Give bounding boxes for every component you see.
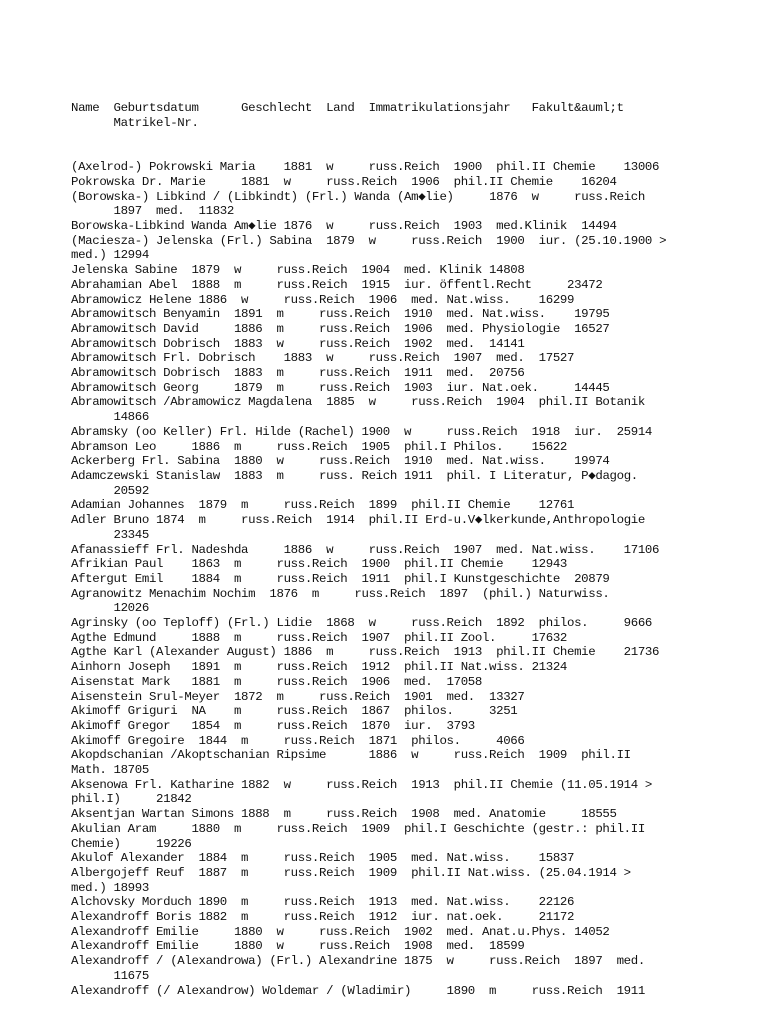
record-entry <box>71 925 761 940</box>
record-entry <box>71 616 761 631</box>
record-entry <box>71 631 761 646</box>
record-line: Akimoff Gregor 1854 m russ.Reich 1870 iur. 3793 <box>71 718 475 733</box>
record-line: Ackerberg Frl. Sabina 1880 w russ.Reich 1910 med. Nat.wiss. 19974 <box>71 454 610 469</box>
record-line: Aksenowa Frl. Katharine 1882 w russ.Reich 1913 phil.II Chemie (11.05.1914 > <box>71 777 653 792</box>
record-line: Agthe Edmund 1888 m russ.Reich 1907 phil.II Zool. 17632 <box>71 630 567 645</box>
record-line: (Maciesza-) Jelenska (Frl.) Sabina 1879 w russ.Reich 1900 iur. (25.10.1900 > <box>71 233 667 248</box>
record-continuation: med.) 18993 <box>71 880 149 895</box>
record-line: Jelenska Sabine 1879 w russ.Reich 1904 med. Klinik 14808 <box>71 263 525 278</box>
header-line: Name Geburtsdatum Geschlecht Land Immatrikulationsjahr Fakult&auml;t <box>71 101 624 116</box>
record-entry <box>71 778 761 807</box>
record-entry <box>71 307 761 322</box>
record-entry <box>71 454 761 469</box>
record-line: Ainhorn Joseph 1891 m russ.Reich 1912 phil.II Nat.wiss. 21324 <box>71 660 567 675</box>
record-entry <box>71 734 761 749</box>
record-line: Borowska-Libkind Wanda Am◆lie 1876 w russ.Reich 1903 med.Klinik 14494 <box>71 219 617 234</box>
record-entry <box>71 984 761 999</box>
record-entry <box>71 719 761 734</box>
record-line: Abramson Leo 1886 m russ.Reich 1905 phil.I Philos. 15622 <box>71 439 567 454</box>
record-line: Abrahamian Abel 1888 m russ.Reich 1915 iur. öffentl.Recht 23472 <box>71 277 603 292</box>
record-entry <box>71 278 761 293</box>
record-line: Pokrowska Dr. Marie 1881 w russ.Reich 1906 phil.II Chemie 16204 <box>71 174 617 189</box>
record-entry <box>71 175 761 190</box>
record-entry <box>71 498 761 513</box>
record-continuation: 14866 <box>71 410 149 425</box>
record-line: Alexandroff Emilie 1880 w russ.Reich 1908 med. 18599 <box>71 939 525 954</box>
record-entry <box>71 822 761 851</box>
record-continuation: med.) 12994 <box>71 248 149 263</box>
record-line: Akimoff Gregoire 1844 m russ.Reich 1871 philos. 4066 <box>71 733 525 748</box>
record-line: Adamczewski Stanislaw 1883 m russ. Reich 1911 phil. I Literatur, P◆dagog. <box>71 468 638 483</box>
record-continuation: 12026 <box>71 601 149 616</box>
record-line: (Axelrod-) Pokrowski Maria 1881 w russ.Reich 1900 phil.II Chemie 13006 <box>71 160 660 175</box>
record-entry <box>71 660 761 675</box>
record-continuation: phil.I) 21842 <box>71 792 192 807</box>
record-line: Albergojeff Reuf 1887 m russ.Reich 1909 phil.II Nat.wiss. (25.04.1914 > <box>71 865 631 880</box>
record-line: Alexandroff (/ Alexandrow) Woldemar / (Wladimir) 1890 m russ.Reich 1911 <box>71 983 645 998</box>
record-entry <box>71 557 761 572</box>
column-header <box>71 101 761 130</box>
record-entry <box>71 895 761 910</box>
record-line: Alchovsky Morduch 1890 m russ.Reich 1913 med. Nat.wiss. 22126 <box>71 895 575 910</box>
record-entry <box>71 263 761 278</box>
record-entry <box>71 337 761 352</box>
record-entry <box>71 469 761 498</box>
record-line: Alexandroff / (Alexandrowa) (Frl.) Alexandrine 1875 w russ.Reich 1897 med. <box>71 954 645 969</box>
record-entry <box>71 160 761 175</box>
record-line: Abramowitsch Dobrisch 1883 w russ.Reich 1902 med. 14141 <box>71 336 525 351</box>
record-entry <box>71 675 761 690</box>
record-line: Akopdschanian /Akoptschanian Ripsime 1886 w russ.Reich 1909 phil.II <box>71 748 631 763</box>
record-entry <box>71 851 761 866</box>
record-line: Aksentjan Wartan Simons 1888 m russ.Reich 1908 med. Anatomie 18555 <box>71 807 617 822</box>
record-entry <box>71 866 761 895</box>
record-entry <box>71 690 761 705</box>
record-entry <box>71 234 761 263</box>
record-entry <box>71 939 761 954</box>
record-entry <box>71 954 761 983</box>
record-line: Adler Bruno 1874 m russ.Reich 1914 phil.II Erd-u.V◆lkerkunde,Anthropologie <box>71 513 645 528</box>
record-line: Afanassieff Frl. Nadeshda 1886 w russ.Reich 1907 med. Nat.wiss. 17106 <box>71 542 660 557</box>
record-line: Abramowitsch /Abramowicz Magdalena 1885 w russ.Reich 1904 phil.II Botanik <box>71 395 645 410</box>
record-entry <box>71 572 761 587</box>
record-entry <box>71 513 761 542</box>
record-entry <box>71 440 761 455</box>
record-continuation: 11675 <box>71 968 149 983</box>
record-line: Agranowitz Menachim Nochim 1876 m russ.Reich 1897 (phil.) Naturwiss. <box>71 586 610 601</box>
record-line: Agthe Karl (Alexander August) 1886 m russ.Reich 1913 phil.II Chemie 21736 <box>71 645 660 660</box>
record-line: Afrikian Paul 1863 m russ.Reich 1900 phil.II Chemie 12943 <box>71 557 567 572</box>
record-continuation: 23345 <box>71 527 149 542</box>
record-line: Abramowitsch Benyamin 1891 m russ.Reich 1910 med. Nat.wiss. 19795 <box>71 307 610 322</box>
document-page <box>71 72 761 1013</box>
record-line: Abramowitsch David 1886 m russ.Reich 1906 med. Physiologie 16527 <box>71 321 610 336</box>
record-line: Aftergut Emil 1884 m russ.Reich 1911 phil.I Kunstgeschichte 20879 <box>71 571 610 586</box>
record-line: Abramowitsch Georg 1879 m russ.Reich 1903 iur. Nat.oek. 14445 <box>71 380 610 395</box>
record-line: Aisenstat Mark 1881 m russ.Reich 1906 med. 17058 <box>71 674 482 689</box>
record-line: Adamian Johannes 1879 m russ.Reich 1899 phil.II Chemie 12761 <box>71 498 575 513</box>
record-entry <box>71 645 761 660</box>
record-line: Aisenstein Srul-Meyer 1872 m russ.Reich 1901 med. 13327 <box>71 689 525 704</box>
record-continuation: 1897 med. 11832 <box>71 204 234 219</box>
record-continuation: Chemie) 19226 <box>71 836 192 851</box>
record-entry <box>71 425 761 440</box>
record-line: Abramowitsch Frl. Dobrisch 1883 w russ.Reich 1907 med. 17527 <box>71 351 575 366</box>
record-entry <box>71 351 761 366</box>
record-entry <box>71 293 761 308</box>
record-entry <box>71 219 761 234</box>
record-list <box>71 160 761 998</box>
record-entry <box>71 587 761 616</box>
record-line: Akulof Alexander 1884 m russ.Reich 1905 med. Nat.wiss. 15837 <box>71 851 575 866</box>
record-line: Alexandroff Emilie 1880 w russ.Reich 1902 med. Anat.u.Phys. 14052 <box>71 924 610 939</box>
record-line: (Borowska-) Libkind / (Libkindt) (Frl.) Wanda (Am◆lie) 1876 w russ.Reich <box>71 189 645 204</box>
record-continuation: 20592 <box>71 483 149 498</box>
header-line: Matrikel-Nr. <box>71 116 199 131</box>
record-entry <box>71 910 761 925</box>
record-line: Abramowicz Helene 1886 w russ.Reich 1906 med. Nat.wiss. 16299 <box>71 292 575 307</box>
record-entry <box>71 807 761 822</box>
record-entry <box>71 381 761 396</box>
record-line: Abramowitsch Dobrisch 1883 m russ.Reich 1911 med. 20756 <box>71 366 525 381</box>
record-entry <box>71 190 761 219</box>
record-entry <box>71 704 761 719</box>
record-entry <box>71 366 761 381</box>
record-line: Akimoff Griguri NA m russ.Reich 1867 philos. 3251 <box>71 704 518 719</box>
record-line: Alexandroff Boris 1882 m russ.Reich 1912 iur. nat.oek. 21172 <box>71 910 575 925</box>
record-continuation: Math. 18705 <box>71 763 149 778</box>
record-line: Agrinsky (oo Teploff) (Frl.) Lidie 1868 w russ.Reich 1892 philos. 9666 <box>71 616 653 631</box>
record-entry <box>71 322 761 337</box>
record-line: Akulian Aram 1880 m russ.Reich 1909 phil.I Geschichte (gestr.: phil.II <box>71 821 645 836</box>
record-entry <box>71 543 761 558</box>
record-line: Abramsky (oo Keller) Frl. Hilde (Rachel) 1900 w russ.Reich 1918 iur. 25914 <box>71 424 653 439</box>
record-entry <box>71 395 761 424</box>
record-entry <box>71 748 761 777</box>
